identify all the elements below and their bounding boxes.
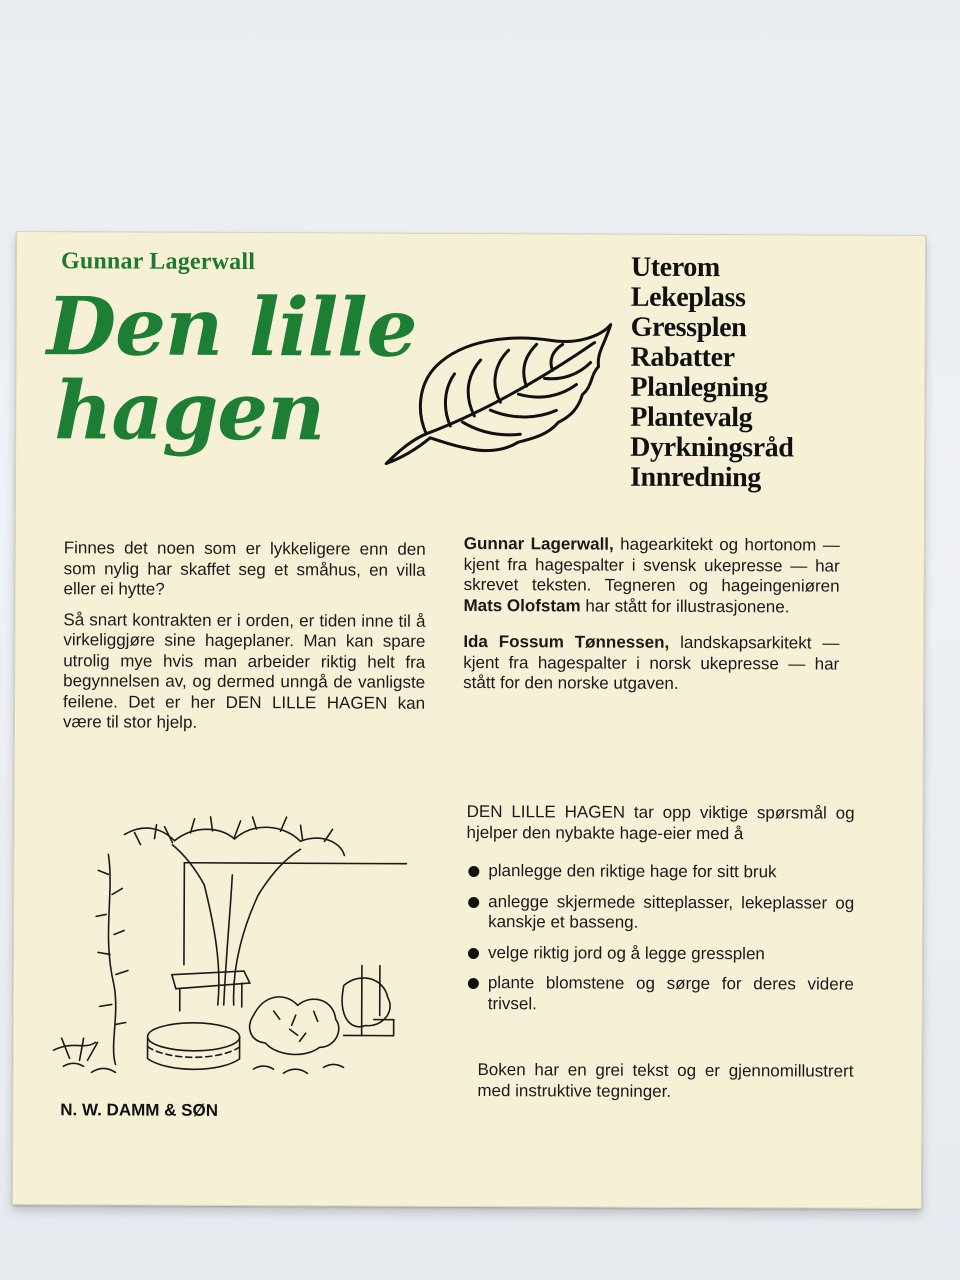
feature-list (466, 861, 855, 1016)
topic-item: Gressplen (630, 311, 747, 344)
topic-item: Innredning (629, 461, 762, 494)
book-title (46, 279, 417, 459)
credit-name: Mats Olofstam (463, 595, 581, 615)
topic-item: Dyrkningsråd (630, 431, 794, 464)
bullet-dot-icon (468, 896, 479, 907)
topic-item: Rabatter (630, 341, 735, 374)
topic-item: Uterom (630, 251, 720, 284)
author-name: Gunnar Lagerwall (60, 248, 256, 276)
bullet-dot-icon (468, 947, 479, 958)
feature-item (466, 861, 854, 883)
feature-text: plante blomstene og sørge for deres videre trivsel. (487, 973, 854, 1013)
features-block (466, 802, 855, 1026)
credit-text: landskapsarkitekt — kjent fra hagespalter i norsk ukepresse — har stått for den norske utgaven. (463, 632, 840, 693)
feature-item (466, 891, 854, 934)
bullet-dot-icon (468, 978, 479, 989)
blurb-left (63, 538, 426, 744)
publisher-name: N. W. DAMM & SØN (60, 1100, 219, 1120)
features-intro: DEN LILLE HAGEN tar opp viktige spørsmål og hjelper den nybakte hage-eier med å (466, 801, 855, 843)
blurb-paragraph: Finnes det noen som er lykkeligere enn den som nylig har skaffet seg et småhus, en villa eller ei hytte? (63, 538, 426, 599)
feature-text: anlegge skjermede sitteplasser, lekeplasser og kanskje et basseng. (488, 891, 855, 932)
credit-name: Ida Fossum Tønnessen, (463, 631, 670, 652)
leaf-icon (378, 322, 619, 473)
credits-paragraph-2 (463, 632, 839, 695)
topic-list (630, 253, 794, 494)
closing-text: Boken har en grei tekst og er gjennomillustrert med instruktive tegninger. (477, 1060, 854, 1101)
credit-text: har stått for illustrasjonene. (580, 595, 790, 616)
blurb-paragraph: Så snart kontrakten er i orden, er tiden inne til å virkeliggjøre sine hageplaner. Man kan spare utrolig mye hvis man arbeider riktig helt fra begynnelsen av, og dermed unngå de vanligste feilene. Det er her DEN LILLE HAGEN kan være til stor hjelp. (62, 609, 426, 732)
feature-item (466, 973, 854, 1016)
topic-item: Plantevalg (630, 401, 753, 434)
title-line-2: hagen (54, 363, 325, 459)
feature-text: planlegge den riktige hage for sitt bruk (488, 861, 777, 882)
feature-item (466, 942, 854, 964)
book-back-cover (12, 231, 926, 1209)
topic-item: Lekeplass (630, 281, 746, 314)
topic-item: Planlegning (630, 371, 768, 404)
feature-text: velge riktig jord og å legge gressplen (487, 942, 765, 963)
credits-paragraph-1 (463, 534, 839, 618)
bullet-dot-icon (468, 866, 479, 877)
garden-sketch-illustration (43, 814, 414, 1086)
credit-text: hagearkitekt og hortonom — kjent fra hagespalter i svensk ukepresse — har skrevet teksten. Tegneren og hageingeniøren (463, 534, 840, 596)
credits-block (463, 534, 840, 711)
credit-name: Gunnar Lagerwall, (463, 533, 614, 554)
title-line-1: Den lille (46, 279, 417, 375)
